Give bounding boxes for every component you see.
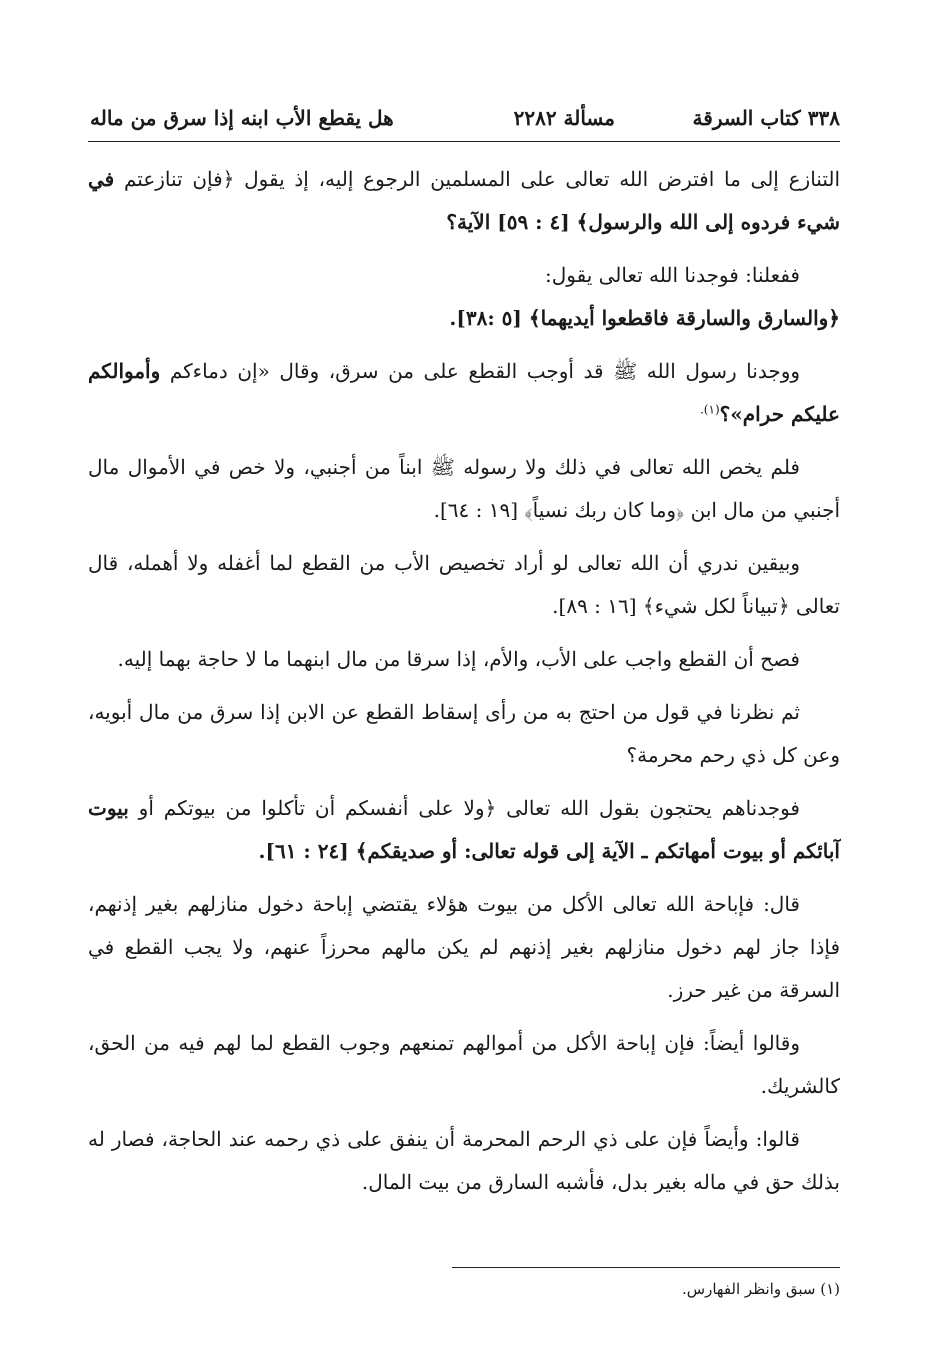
text-line: فلم يخص الله تعالى في ذلك ولا رسوله ﷺ ابناً من أجنبي، ولا خص في xyxy=(194,455,800,479)
paragraph xyxy=(88,350,840,436)
text-line: ففعلنا: فوجدنا الله تعالى يقول: xyxy=(544,263,800,287)
text-line: إذنهم، فإذا جاز لهم دخول منازلهم بغير إذنهم لم يكن مالهم محرزاً عنهم، ولا يجب xyxy=(88,892,841,959)
paragraph xyxy=(88,542,840,628)
text-line: الأموال مال أجنبي من مال ابن ﴿وما كان ربك نسياً﴾ [١٩ : ٦٤]. xyxy=(88,455,840,522)
text-line: ووجدنا رسول الله ﷺ قد أوجب القطع على من سرق، وقال «إن دماءكم xyxy=(169,359,801,383)
footnote: (١) سبق وانظر الفهارس. xyxy=(682,1280,840,1298)
text-line: ثم نظرنا في قول من احتج به من رأى إسقاط القطع عن الابن إذا سرق من مال xyxy=(139,700,800,724)
paragraph xyxy=(88,158,840,244)
header-issue-number: مسألة ٢٢٨٢ xyxy=(513,106,615,130)
running-header xyxy=(90,100,840,138)
paragraph xyxy=(88,691,840,777)
text-line: قالوا: وأيضاً فإن على ذي الرحم المحرمة أن ينفق على ذي رحمه عند xyxy=(228,1127,800,1151)
quran-quote: بيوت آبائكم أو بيوت أمهاتكم ـ الآية إلى قوله تعالى: أو صديقكم﴾ [٢٤ : ٦١]. xyxy=(88,796,840,863)
footnote-divider xyxy=(452,1267,840,1268)
footnote-marker: (١). xyxy=(699,402,720,417)
quran-quote: في شيء فردوه إلى الله والرسول﴾ [٤ : ٥٩] الآية؟ xyxy=(88,167,840,234)
text-line: الحاجة، فصار له بذلك حق في ماله بغير بدل، فأشبه السارق من بيت المال. xyxy=(88,1127,840,1194)
main-text xyxy=(88,158,840,1214)
header-page-and-book: ٣٣٨ كتاب السرقة xyxy=(692,106,840,130)
text-line: القطع في السرقة من غير حرز. xyxy=(88,935,840,1002)
text-line: فوجدناهم يحتجون بقول الله تعالى ﴿ولا على أنفسكم أن تأكلوا من بيوتكم أو xyxy=(138,796,800,820)
paragraph xyxy=(88,787,840,873)
text-line: فصح أن القطع واجب على الأب، والأم، إذا سرقا من مال ابنهما ما لا حاجة xyxy=(197,647,800,671)
header-divider xyxy=(88,141,840,142)
paragraph xyxy=(88,1118,840,1204)
text-line: قال: فإباحة الله تعالى الأكل من بيوت هؤلاء يقتضي إباحة دخول منازلهم بغير xyxy=(146,892,800,916)
hadith-quote: وأموالكم عليكم حرام»؟ xyxy=(88,359,840,426)
paragraph xyxy=(88,883,840,1012)
header-title: هل يقطع الأب ابنه إذا سرق من ماله xyxy=(90,106,394,130)
paragraph xyxy=(88,254,840,340)
paragraph xyxy=(88,638,840,681)
paragraph xyxy=(88,1022,840,1108)
text-line: أبويه، وعن كل ذي رحم محرمة؟ xyxy=(88,700,840,767)
text-line: وقالوا أيضاً: فإن إباحة الأكل من أموالهم تمنعهم وجوب القطع لما لهم فيه من xyxy=(144,1031,800,1055)
text-line: التنازع إلى ما افترض الله تعالى على المسلمين الرجوع إليه، إذ يقول ﴿فإن تنازعتم xyxy=(123,167,841,191)
text-line: بهما إليه. xyxy=(117,647,192,671)
quran-quote: ﴿والسارق والسارقة فاقطعوا أيديهما﴾ [٥ :٣٨]. xyxy=(449,306,840,330)
paragraph xyxy=(88,446,840,532)
text-line: أهمله، قال تعالى ﴿تبياناً لكل شيء﴾ [١٦ : ٨٩]. xyxy=(88,551,840,618)
text-line: الحق، كالشريك. xyxy=(88,1031,840,1098)
text-line: وبيقين ندري أن الله تعالى لو أراد تخصيص الأب من القطع لما أغفله ولا xyxy=(187,551,800,575)
